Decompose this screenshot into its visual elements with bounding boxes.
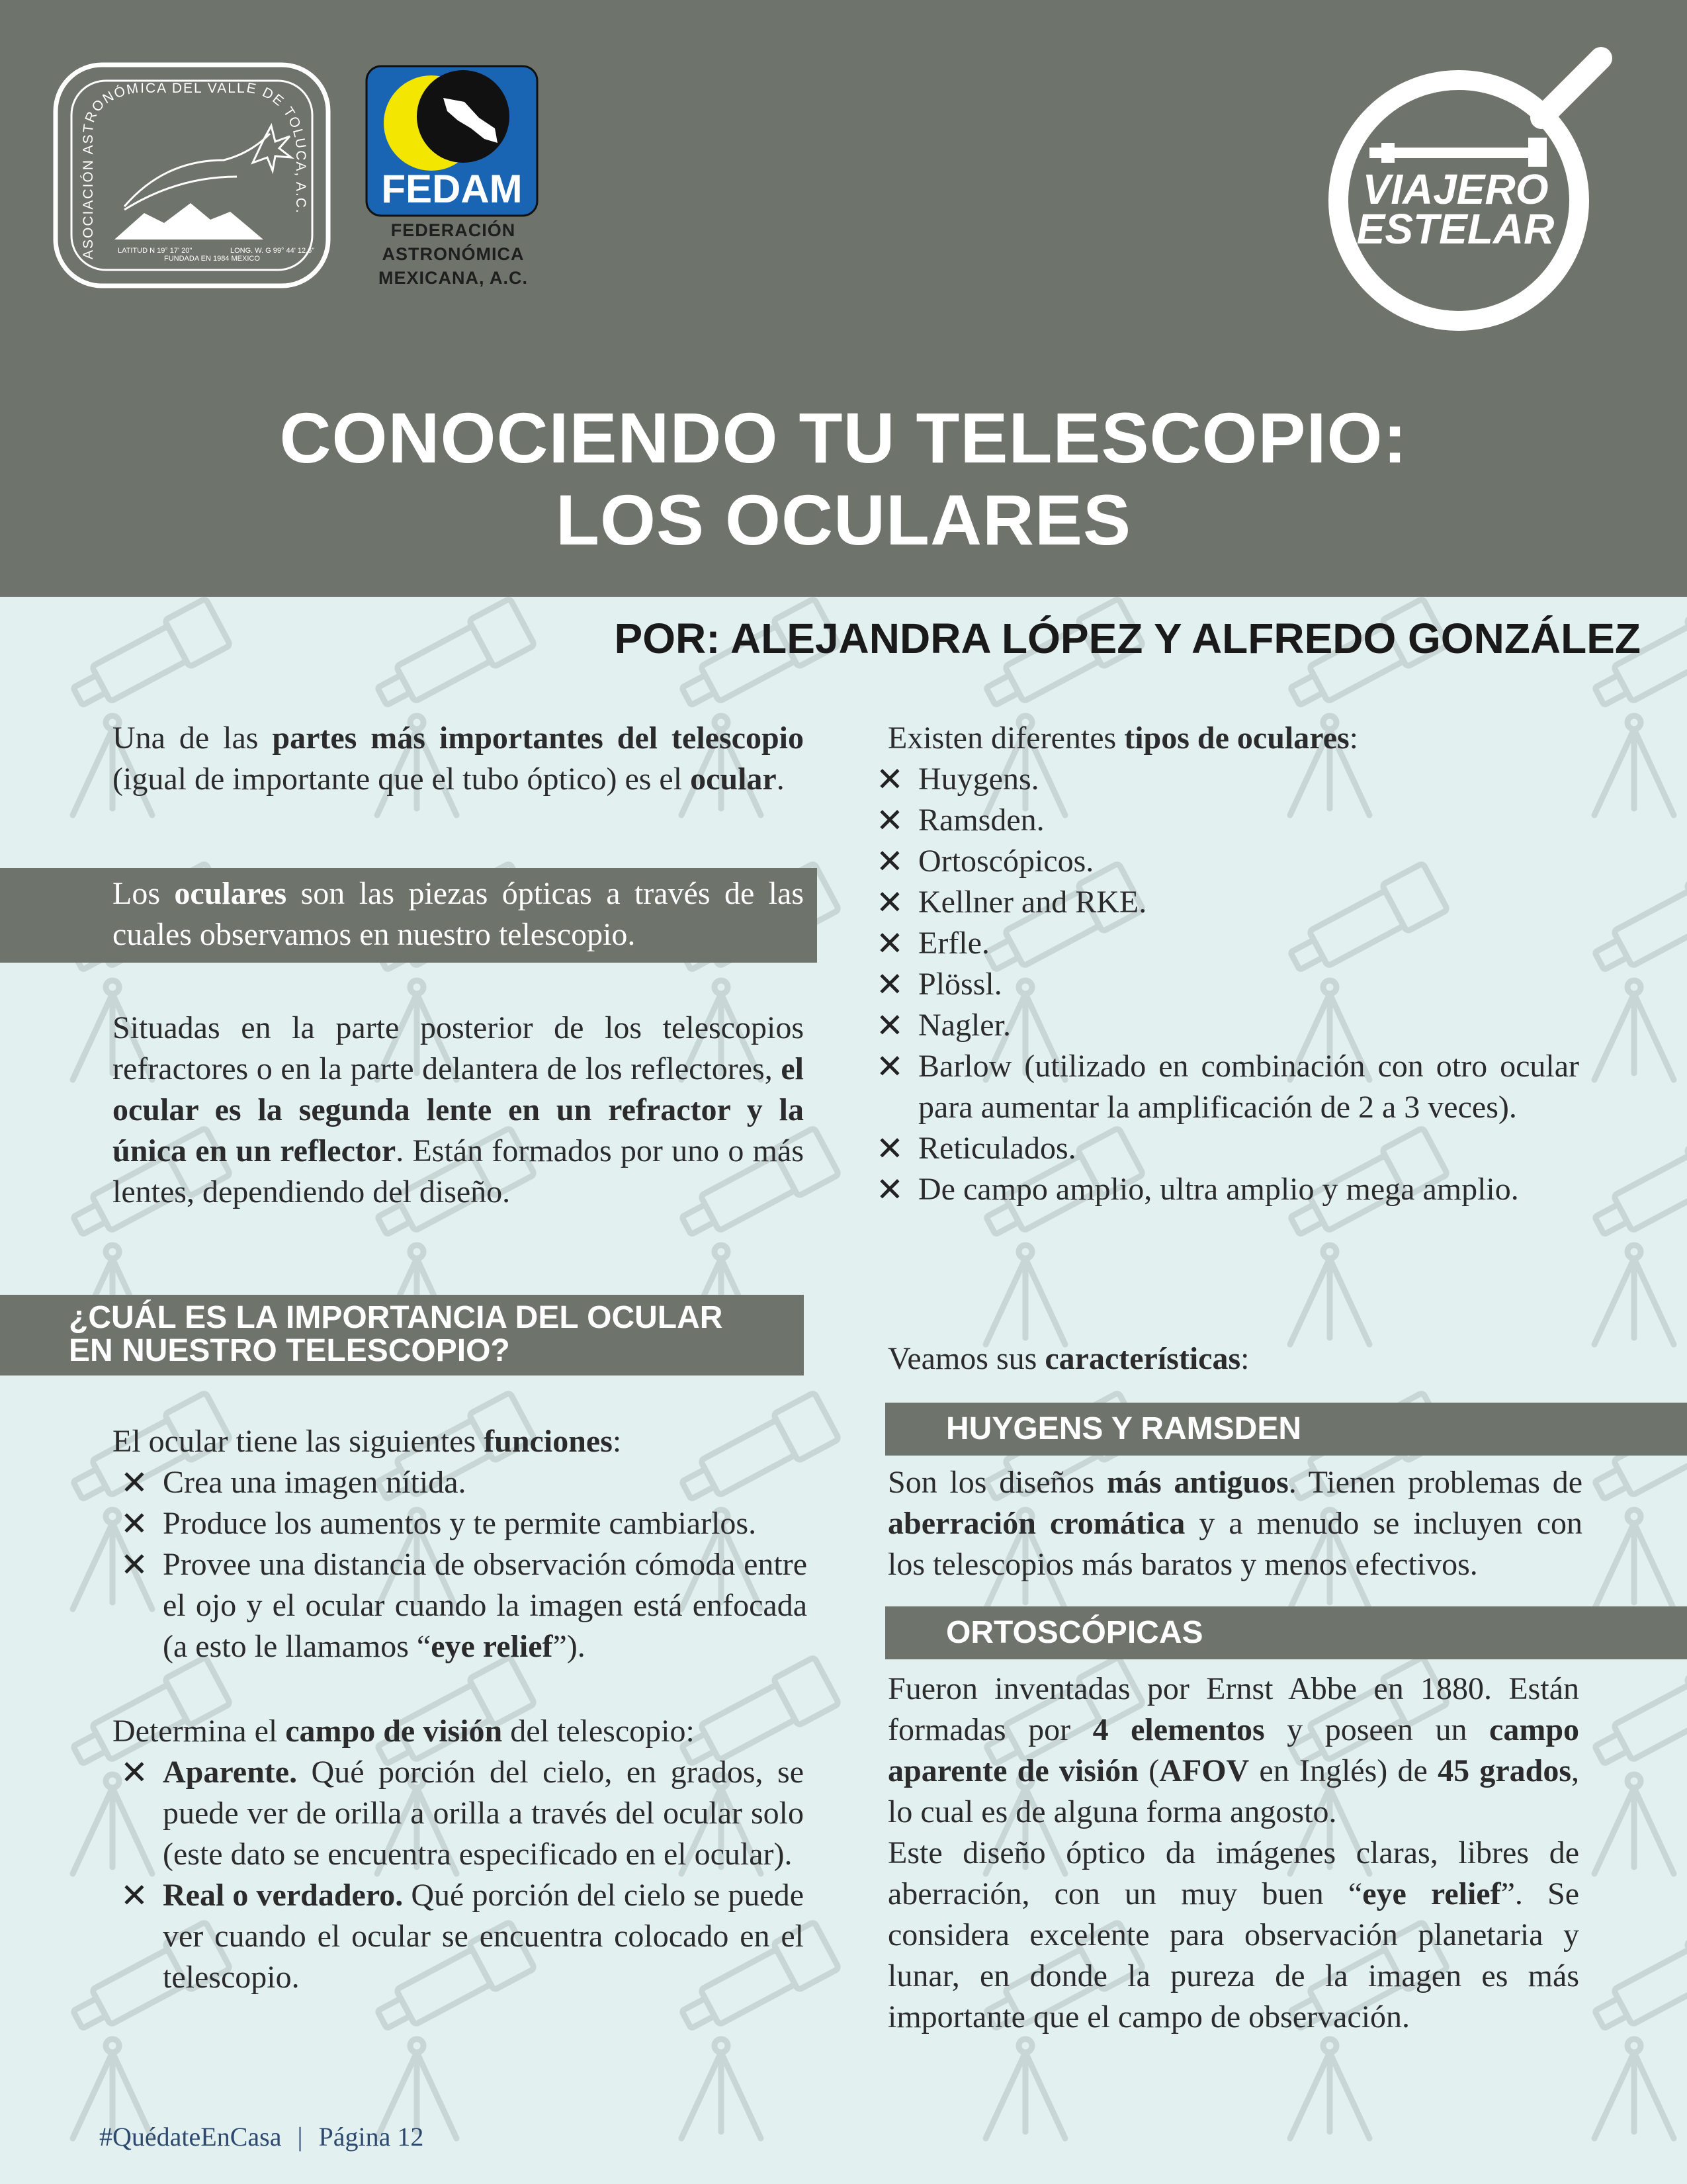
list-item: ✕ Crea una imagen nítida. bbox=[120, 1463, 466, 1502]
x-bullet-icon: ✕ bbox=[876, 842, 904, 881]
x-bullet-icon: ✕ bbox=[120, 1546, 148, 1584]
right-column bbox=[876, 718, 1579, 1210]
list-item: ✕ Produce los aumentos y te permite cambiarlos. bbox=[120, 1505, 757, 1543]
x-bullet-icon: ✕ bbox=[876, 760, 904, 799]
title-line-1: CONOCIENDO TU TELESCOPIO: bbox=[279, 398, 1408, 478]
x-bullet-icon: ✕ bbox=[876, 883, 904, 922]
avt-logo bbox=[52, 61, 332, 290]
x-bullet-icon: ✕ bbox=[120, 1463, 148, 1502]
avt-ring-text: ASOCIACIÓN ASTRONÓMICA DEL VALLE DE TOLUCA, A.C. bbox=[80, 80, 309, 259]
viajero-line2: ESTELAR bbox=[1356, 205, 1555, 253]
x-bullet-icon: ✕ bbox=[876, 924, 904, 963]
section-heading-huygens: HUYGENS Y RAMSDEN bbox=[885, 1403, 1687, 1456]
funciones-intro: El ocular tiene las siguientes funciones: bbox=[112, 1424, 622, 1459]
x-bullet-icon: ✕ bbox=[120, 1505, 148, 1543]
funciones-list bbox=[112, 1462, 807, 1667]
viajero-estelar-logo bbox=[1323, 38, 1621, 336]
fedam-logo bbox=[365, 65, 539, 217]
x-bullet-icon: ✕ bbox=[876, 965, 904, 1004]
huygens-block bbox=[888, 1462, 1582, 1585]
x-bullet-icon: ✕ bbox=[876, 1170, 904, 1209]
fedam-caption bbox=[344, 218, 562, 290]
list-item: ✕ Reticulados. bbox=[876, 1129, 1076, 1168]
list-item: ✕ Real o verdadero. Qué porción del cielo se puede ver cuando el ocular se encuentra colocado en el telescopio. bbox=[120, 1876, 804, 1995]
huygens-paragraph: Son los diseños más antiguos. Tienen problemas de aberración cromática y a menudo se incluyen con los telescopios más baratos y menos efectivos. bbox=[888, 1465, 1583, 1582]
definition-callout: Los oculares son las piezas ópticas a través de las cuales observamos en nuestro telescopio. bbox=[0, 868, 817, 963]
section-heading-importancia: ¿CUÁL ES LA IMPORTANCIA DEL OCULAR EN NUESTRO TELESCOPIO? bbox=[0, 1295, 804, 1376]
avt-long: LONG. W. G 99° 44' 12.6" bbox=[230, 247, 315, 255]
list-item: ✕ Provee una distancia de observación cómoda entre el ojo y el ocular cuando la imagen está enfocada (a esto le llamamos “eye relief”). bbox=[120, 1546, 807, 1664]
x-bullet-icon: ✕ bbox=[876, 1006, 904, 1045]
list-item: ✕ Erfle. bbox=[876, 924, 990, 963]
fedam-caption-line: FEDERACIÓN bbox=[390, 220, 516, 240]
list-item: ✕ Barlow (utilizado en combinación con otro ocular para aumentar la amplificación de 2 a 3 veces). bbox=[876, 1047, 1579, 1125]
x-bullet-icon: ✕ bbox=[876, 1129, 904, 1168]
page-title bbox=[0, 397, 1687, 561]
fedam-caption-line: ASTRONÓMICA bbox=[382, 244, 525, 264]
caracteristicas-intro: Veamos sus características: bbox=[888, 1341, 1250, 1376]
viajero-line1: VIAJERO bbox=[1362, 165, 1549, 213]
situadas-paragraph-block bbox=[112, 1008, 804, 1213]
list-item: ✕ Aparente. Qué porción del cielo, en grados, se puede ver de orilla a orilla a través del ocular solo (este dato se encuentra especificado en el ocular). bbox=[120, 1753, 804, 1872]
fedam-name: FEDAM bbox=[381, 167, 523, 211]
x-bullet-icon: ✕ bbox=[120, 1876, 148, 1915]
byline: POR: ALEJANDRA LÓPEZ Y ALFREDO GONZÁLEZ bbox=[614, 615, 1641, 662]
avt-lat: LATITUD N 19° 17' 20" bbox=[118, 247, 193, 255]
list-item: ✕ Nagler. bbox=[876, 1006, 1011, 1045]
fedam-caption-line: MEXICANA, A.C. bbox=[378, 268, 528, 288]
campo-block bbox=[112, 1711, 804, 1998]
list-item: ✕ Plössl. bbox=[876, 965, 1002, 1004]
funciones-block bbox=[112, 1421, 807, 1667]
x-bullet-icon: ✕ bbox=[876, 1047, 904, 1086]
orto-paragraph-1: Fueron inventadas por Ernst Abbe en 1880. Están formadas por 4 elementos y poseen un campo aparente de visión (AFOV en Inglés) de 45 grados, lo cual es de alguna forma angosto. bbox=[888, 1671, 1580, 1829]
campo-list bbox=[112, 1752, 804, 1998]
left-column bbox=[112, 718, 804, 800]
x-bullet-icon: ✕ bbox=[876, 801, 904, 840]
footer-separator: | bbox=[297, 2122, 303, 2152]
orto-block bbox=[888, 1669, 1579, 2038]
tipos-list bbox=[868, 759, 1579, 1210]
list-item: ✕ Kellner and RKE. bbox=[876, 883, 1147, 922]
tipos-intro: Existen diferentes tipos de oculares: bbox=[888, 721, 1359, 756]
intro-paragraph: Una de las partes más importantes del telescopio (igual de importante que el tubo óptico) es el ocular. bbox=[112, 721, 804, 797]
list-item: ✕ Ramsden. bbox=[876, 801, 1045, 840]
list-item: ✕ Huygens. bbox=[876, 760, 1039, 799]
orto-paragraph-2: Este diseño óptico da imágenes claras, libres de aberración, con un muy buen “eye relief”. Se considera excelente para observación planetaria y lunar, en donde la pureza de la imagen es más importante que el campo de observación. bbox=[888, 1835, 1579, 2034]
footer-page-number: Página 12 bbox=[318, 2122, 424, 2152]
list-item: ✕ De campo amplio, ultra amplio y mega amplio. bbox=[876, 1170, 1519, 1209]
x-bullet-icon: ✕ bbox=[120, 1753, 148, 1792]
situadas-paragraph: Situadas en la parte posterior de los telescopios refractores o en la parte delantera de los reflectores, el ocular es la segunda lente en un refractor y la única en un reflector. Están formados por uno o más lentes, dependiendo del diseño. bbox=[112, 1010, 804, 1209]
section-heading-orto: ORTOSCÓPICAS bbox=[885, 1606, 1687, 1659]
avt-founded: FUNDADA EN 1984 MEXICO bbox=[164, 255, 260, 263]
title-line-2: LOS OCULARES bbox=[555, 480, 1132, 560]
list-item: ✕ Ortoscópicos. bbox=[876, 842, 1094, 881]
footer-hashtag: #QuédateEnCasa bbox=[99, 2122, 282, 2152]
caracteristicas-block bbox=[888, 1338, 1579, 1379]
campo-intro: Determina el campo de visión del telescopio: bbox=[112, 1714, 695, 1749]
page-footer bbox=[99, 2120, 423, 2154]
